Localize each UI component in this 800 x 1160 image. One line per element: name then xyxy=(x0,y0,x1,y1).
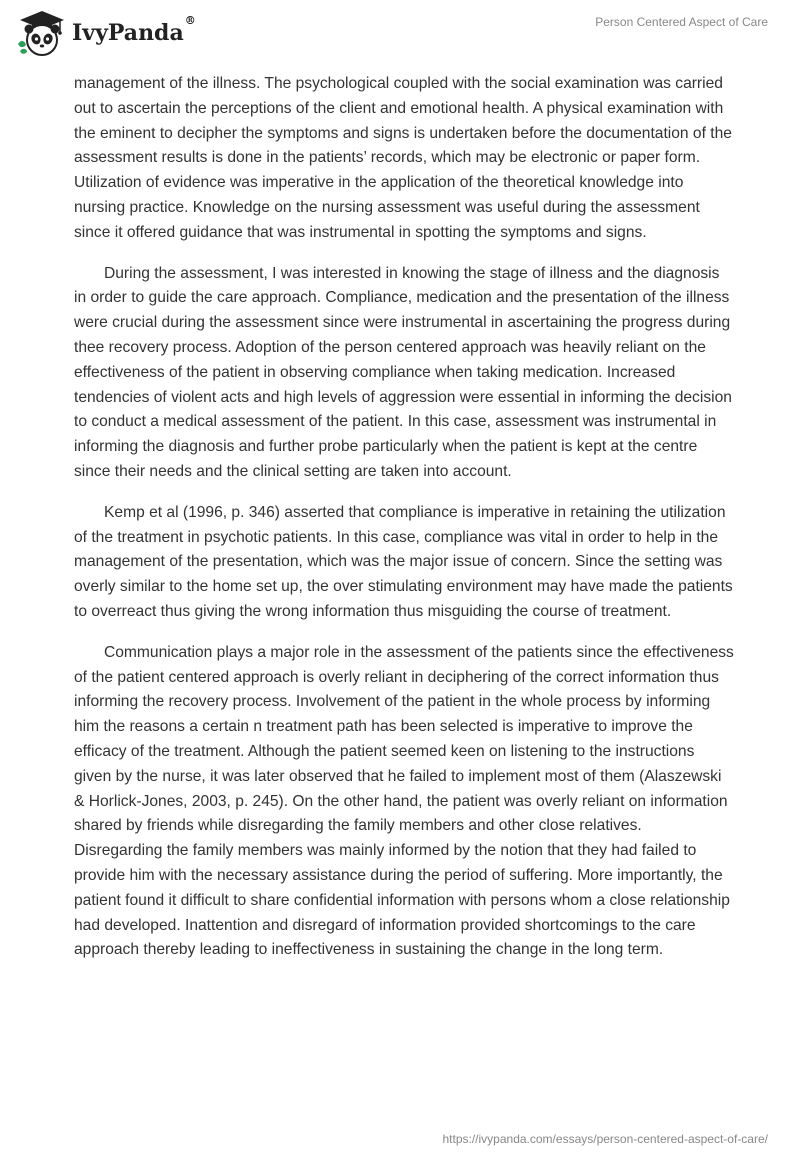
source-url-link[interactable]: https://ivypanda.com/essays/person-centered-aspect-of-care/ xyxy=(442,1132,768,1146)
paragraph-3: Kemp et al (1996, p. 346) asserted that compliance is imperative in retaining the utilization of the treatment in psychotic patients. In this case, compliance was vital in order to help in the management of the presentation, which was the major issue of concern. Since the setting was overly similar to the home set up, the over stimulating environment may have made the patients to overreact thus giving the wrong information thus misguiding the course of treatment. xyxy=(74,503,733,620)
brand-logo[interactable] xyxy=(14,8,196,58)
paragraph-4: Communication plays a major role in the assessment of the patients since the effectiveness of the patient centered approach is overly reliant in deciphering of the correct information thus informing the recovery process. Involvement of the patient in the whole process by informing him the reasons a certain n treatment path has been selected is imperative to improve the efficacy of the treatment. Although the patient seemed keen on listening to the instructions given by the nurse, it was later observed that he failed to implement most of them (Alaszewski & Horlick-Jones, 2003, p. 245). On the other hand, the patient was overly reliant on information shared by friends while disregarding the family members and other close relatives. Disregarding the family members was mainly informed by the notion that they had failed to provide him with the necessary assistance during the period of suffering. More importantly, the patient found it difficult to share confidential information with persons whom a close relationship had developed. Inattention and disregard of information provided shortcomings to the care approach thereby leading to ineffectiveness in sustaining the change in the long term. xyxy=(74,643,734,959)
essay-body xyxy=(74,72,734,963)
paragraph-1: management of the illness. The psychological coupled with the social examination was carried out to ascertain the perceptions of the client and emotional health. A physical examination with the eminent to decipher the symptoms and signs is undertaken before the documentation of the assessment results is done in the patients’ records, which may be electronic or paper form. Utilization of evidence was imperative in the application of the theoretical knowledge into nursing practice. Knowledge on the nursing assessment was useful during the assessment since it offered guidance that was instrumental in spotting the symptoms and signs. xyxy=(74,75,732,241)
document-title: Person Centered Aspect of Care xyxy=(595,15,768,29)
panda-graduate-icon xyxy=(14,8,70,58)
paragraph-2: During the assessment, I was interested in knowing the stage of illness and the diagnosis in order to guide the care approach. Compliance, medication and the presentation of the illness were crucial during the assessment since were instrumental in ascertaining the progress during thee recovery process. Adoption of the person centered approach was heavily reliant on the effectiveness of the patient in observing compliance when taking medication. Increased tendencies of violent acts and high levels of aggression were essential in informing the decision to conduct a medical assessment of the patient. In this case, assessment was instrumental in informing the diagnosis and further probe particularly when the patient is kept at the centre since their needs and the clinical setting are taken into account. xyxy=(74,264,732,480)
registered-mark: ® xyxy=(184,14,196,27)
page-header xyxy=(0,0,800,70)
brand-name: IvyPanda® xyxy=(72,14,196,46)
